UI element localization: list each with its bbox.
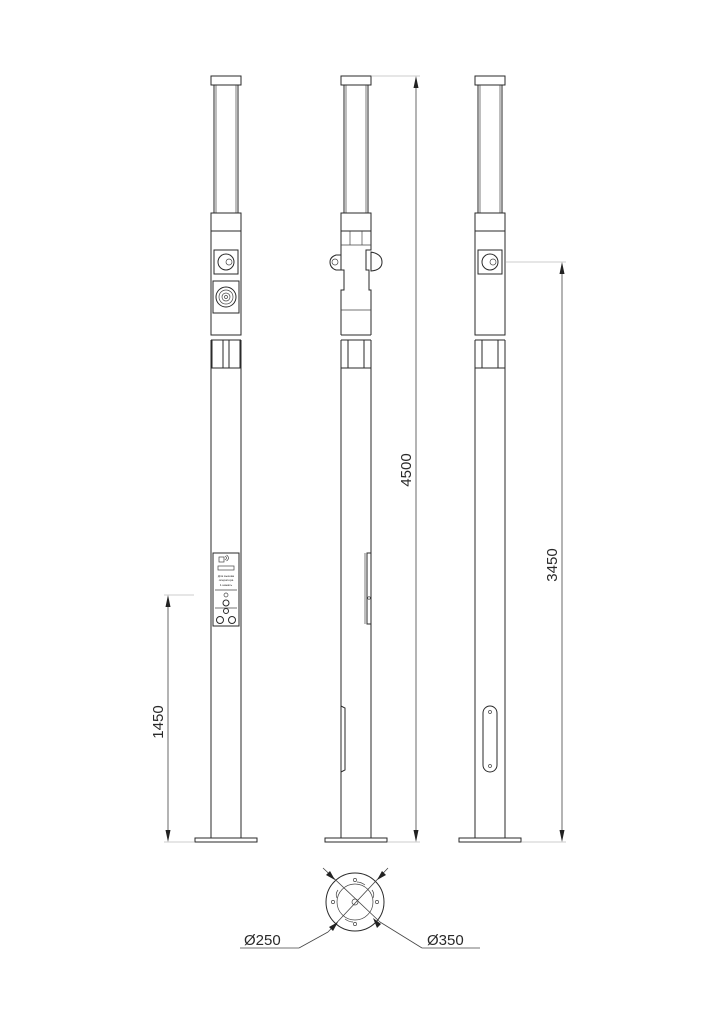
side-light-window: [348, 340, 364, 368]
rear-base-plate: [459, 838, 521, 842]
panel-call-button: [223, 600, 229, 606]
side-upper-tube: [344, 85, 368, 213]
front-collar: [211, 213, 241, 231]
front-intercom-panel: [213, 553, 239, 626]
diameter-350-value: 350: [438, 932, 464, 949]
side-view: [325, 76, 387, 842]
side-top-cap: [341, 76, 371, 85]
svg-text:Ø350: [427, 932, 464, 949]
front-view: [195, 76, 257, 842]
diameter-250-value: 250: [255, 932, 281, 949]
side-dome: [371, 252, 382, 271]
front-light-window-left: [212, 340, 223, 368]
side-camera: [330, 255, 341, 270]
panel-text-line1: Для вызова: [217, 574, 235, 578]
side-collar: [341, 213, 371, 231]
side-base-plate: [325, 838, 387, 842]
front-speaker: [213, 281, 239, 313]
front-upper-tube: [214, 85, 238, 213]
rear-light-window: [482, 340, 498, 368]
diameter-350-label: [427, 932, 464, 949]
dimension-1450-label: 1450: [150, 705, 167, 739]
front-base-plate: [195, 838, 257, 842]
diameter-symbol-350: Ø: [427, 932, 439, 949]
dimension-4500-label: 4500: [398, 453, 415, 487]
dimension-total-height: [372, 76, 420, 842]
rear-equipment-housing: [475, 231, 505, 335]
rear-collar: [475, 213, 505, 231]
svg-text:Ø250: [244, 932, 281, 949]
dimension-camera-height: [506, 262, 566, 842]
diameter-250-label: [244, 932, 281, 949]
front-light-window-right: [229, 340, 240, 368]
panel-speaker-icon: [224, 609, 229, 614]
dimension-panel-height: [150, 595, 194, 842]
rear-service-slot: [483, 706, 497, 772]
side-panel-profile: [367, 553, 371, 624]
rear-top-cap: [475, 76, 505, 85]
rear-upper-tube: [478, 85, 502, 213]
panel-text-line3: 1 нажать: [219, 583, 233, 587]
front-equipment-housing: [211, 231, 241, 335]
side-equipment-housing: [341, 231, 371, 335]
side-service-door: [341, 706, 345, 772]
diameter-symbol-250: Ø: [244, 932, 256, 949]
front-top-cap: [211, 76, 241, 85]
rear-view: [459, 76, 521, 842]
panel-text-line2: оператора: [218, 578, 234, 582]
dimension-3450-label: 3450: [544, 548, 561, 582]
